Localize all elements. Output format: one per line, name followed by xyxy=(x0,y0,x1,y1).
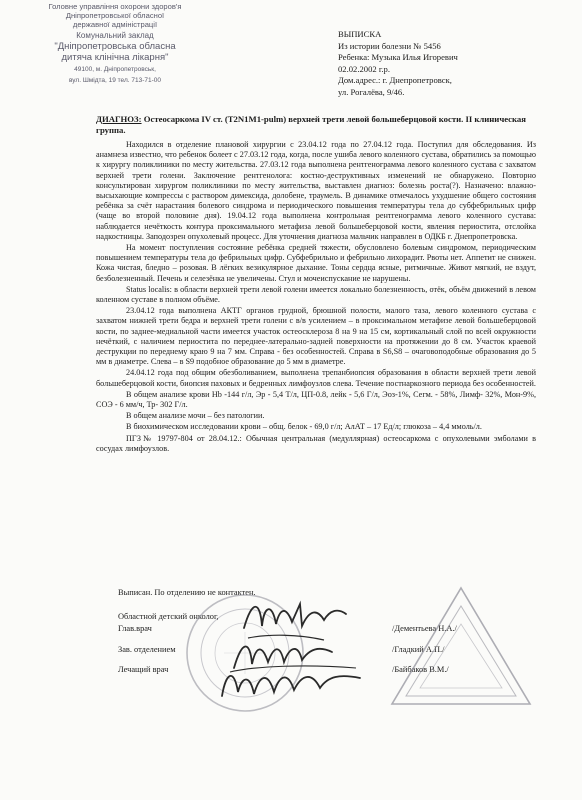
body-paragraph: В общем анализе крови Нb -144 г/л, Эр - 5,4 Т/л, ЦП-0.8, лейк - 5,6 Г/л, Эоз-1%, Сегм. - 58%, Лимф- 32%, Мон-9%, СОЭ - 6 мм/ч, Тр- 302 Г/л. xyxy=(96,389,536,410)
triangle-seal xyxy=(388,584,534,708)
body-paragraph: В общем анализе мочи – без патологии. xyxy=(126,411,265,421)
patient-address: ул. Рогалёва, 9/46. xyxy=(338,86,405,97)
signer-role: Зав. отделением xyxy=(118,645,176,654)
stamp-line: Дніпропетровської обласної xyxy=(65,11,165,20)
document-title: ВЫПИСКА xyxy=(338,29,382,39)
patient-dob: 02.02.2002 г.р. xyxy=(338,63,390,74)
signer-role: Лечащий врач xyxy=(118,665,169,674)
body-paragraph: ПГЗ№ 19797-804 от 28.04.12.: Обычная центральная (медуллярная) остеосаркома с опухолевыми эмболами в сосудах лимфоузлов. xyxy=(96,433,536,453)
body-paragraph: 23.04.12 года выполнена АКТГ органов грудной, брюшной полости, малого таза, левого коленного сустава с захватом нижней трети бедра и верхней трети голени с в/в усилением – в проксимальном метафизе левой большеберцовой кости, по заднее-медиальной части имеется участок остеосклероза 8 на 9 на 15 см, кортикальный слой по всей окружности нечёткий, с наличием периостита по переднее-латерально-задней поверхности на протяжении до 8 см. Участок краевой деструкции по переднему краю 9 на 7 мм. Справа - без особенностей. Справа в S6,S8 – очаговоподобные образования до 5 мм в диаметре. Слева – в S9 подобное образование до 5 мм в диаметре. xyxy=(96,306,536,367)
stamp-line: державної адміністрації xyxy=(72,20,158,29)
signer-role: Областной детский онколог, xyxy=(118,612,219,621)
stamp-line: Головне управління охорони здоров'я xyxy=(48,2,182,11)
signature-doctor xyxy=(216,662,366,708)
patient-address: Дом.адрес.: г. Днепропетровск, xyxy=(338,75,452,86)
body-paragraph: Находился в отделение плановой хирургии с 23.04.12 года по 27.04.12 года. Поступил для обследования. Из анамнеза известно, что ребенок болеет с 27.03.12 года, когда, после ушиба левого коленного сустава, обратились за помощью к хирургу поликлиники по месту жительства. 27.03.12 года выполнена рентгенограмма левого коленного сустава с захватом верхней трети голени. Заключение рентгенолога: костно-деструктивных изменений не обнаружено. Повторно консультирован хирургом поликлиники по месту жительства, выставлен диагноз: болезнь роста(?). Назначено: влажно-высыхающие компрессы с раствором димексида, долобене, траумель. В динамике отмечалось ухудшение общего состояния ребёнка за счёт нарастания болевого синдрома и периодического повышения температуры тела до субфебрильных цифр (чаще во второй половине дня). 19.04.12 года выполнена контрольная рентгенограмма левого коленного сустава: наблюдается нечёткость контура проксимального метафиза левой большеберцовой кости, явления периостита, отслойка надкостницы. Заподозрен опухолевый процесс. Для уточнения диагноза мальчик направлен в ОДКБ г. Днепропетровска. xyxy=(96,140,536,241)
signer-role: Глав.врач xyxy=(118,624,152,633)
institution-stamp xyxy=(40,2,190,85)
diagnosis-text: Остеосаркома IV ст. (T2N1M1-pulm) верхней трети левой большеберцовой кости. II клиническая группа. xyxy=(96,114,526,136)
signer-name: /Байбаков В.М./ xyxy=(392,665,449,674)
body-paragraph: Status localis: в области верхней трети левой голени имеется локально болезненность, отёк, объём движений в левом коленном суставе в полном объёме. xyxy=(96,284,536,305)
stamp-line: дитяча клінічна лікарня" xyxy=(61,52,169,63)
body-paragraph: В биохимическом исследовании крови – общ. белок - 69,0 г/л; АлАТ – 17 Ед/л; глюкоза – 4,4 ммоль/л. xyxy=(126,422,482,432)
stamp-line: вул. Шмідта, 19 тел. 713-71-00 xyxy=(69,77,161,84)
discharge-text: Выписан. По отделению не контактен. xyxy=(118,588,256,597)
diagnosis xyxy=(96,114,536,137)
patient-header xyxy=(338,29,458,99)
document-body xyxy=(96,140,536,455)
body-paragraph: На момент поступления состояние ребёнка средней тяжести, обусловлено болевым синдромом, периодическим повышением температуры тела до фебрильных цифр. Субфебрильно и фебрильно лихорадит. Рвоты нет. Аппетит не снижен. Кожа чистая, бледно – розовая. В лёгких везикулярное дыхание. Тоны сердца ясные, ритмичные. Живот мягкий, не вздут, безболезненный. Печень и селезёнка не увеличены. Стул и мочеиспускание не нарушены. xyxy=(96,243,536,283)
diagnosis-label: ДИАГНОЗ: xyxy=(96,114,142,124)
signer-name: /Гладкий А.П./ xyxy=(392,645,445,654)
signature-chief xyxy=(240,596,350,636)
stamp-line: 49100, м. Дніпропетровськ, xyxy=(74,66,156,73)
patient-name: Ребенка: Музыка Илья Игоревич xyxy=(338,52,458,63)
signer-name: /Дементьева Н.А./ xyxy=(392,624,457,633)
stamp-line: Комунальний заклад xyxy=(76,31,154,40)
history-number: Из истории болезни № 5456 xyxy=(338,40,441,51)
stamp-line: "Дніпропетровська обласна xyxy=(54,41,176,52)
body-paragraph: 24.04.12 года под общим обезболиванием, выполнена трепанбиопсия образования в области верхней трети левой большеберцовой кости, биопсия паховых и бедренных лимфоузлов слева. Течение постнаркозного периода без особенностей. xyxy=(96,368,536,388)
